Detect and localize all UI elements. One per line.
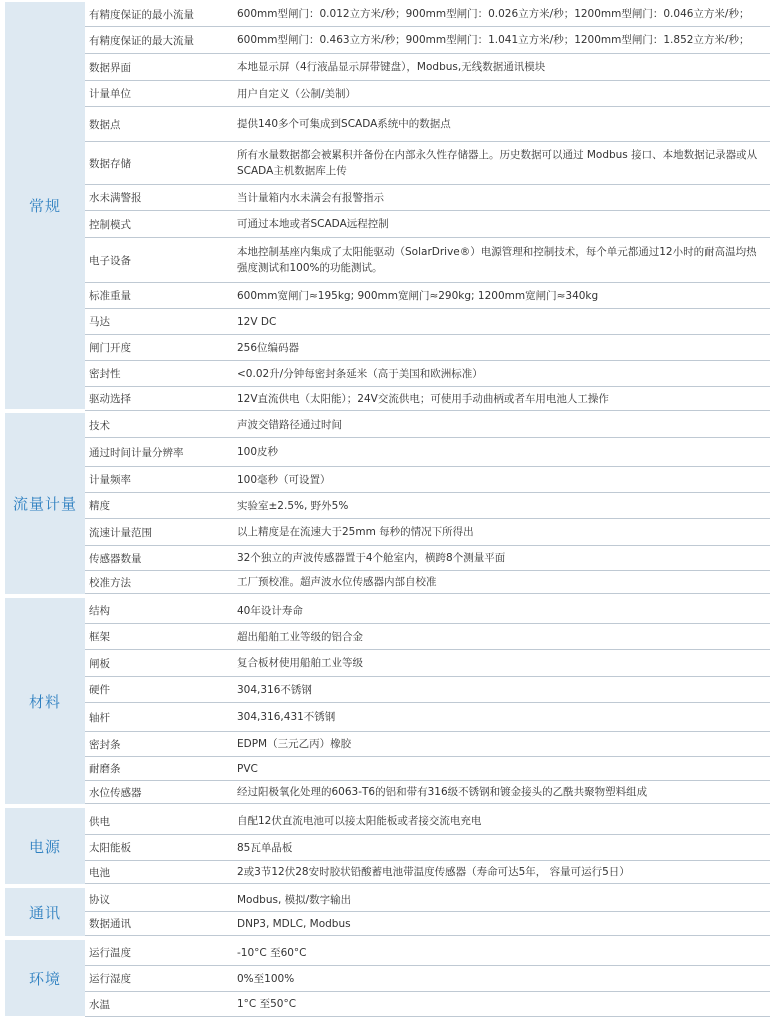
section-power (0, 808, 770, 886)
spec-row (85, 861, 770, 884)
spec-value: 用户自定义（公制/美制） (237, 87, 357, 100)
spec-value: 40年设计寿命 (237, 604, 303, 617)
section-title: 流量计量 (5, 413, 85, 594)
spec-label: 耐磨条 (89, 763, 121, 775)
spec-value: 当计量箱内水未满会有报警指示 (237, 191, 384, 204)
spec-row (85, 438, 770, 467)
spec-label: 数据通讯 (89, 918, 131, 930)
spec-label: 太阳能板 (89, 842, 131, 854)
section-environment (0, 940, 770, 1018)
spec-value: 304,316不锈钢 (237, 683, 312, 696)
spec-row (85, 81, 770, 107)
spec-row (85, 142, 770, 185)
spec-value: 提供140多个可集成到SCADA系统中的数据点 (237, 118, 451, 130)
spec-row (85, 283, 770, 309)
section-flow-metering (0, 413, 770, 596)
spec-value: Modbus, 模拟/数字输出 (237, 893, 352, 906)
spec-label: 有精度保证的最小流量 (89, 8, 194, 21)
spec-label: 硬件 (89, 684, 110, 696)
spec-label: 密封条 (89, 738, 121, 751)
section-general (0, 2, 770, 411)
spec-label: 电子设备 (89, 254, 131, 267)
spec-row (85, 966, 770, 992)
spec-row (85, 546, 770, 571)
spec-value: 可通过本地或者SCADA远程控制 (237, 218, 389, 230)
spec-value: 600mm宽闸门≈195kg; 900mm宽闸门≈290kg; 1200mm宽闸门≈340kg (237, 289, 599, 302)
spec-row (85, 335, 770, 361)
spec-value: 304,316,431不锈钢 (237, 711, 336, 723)
spec-label: 闸板 (89, 657, 110, 670)
spec-label: 技术 (89, 419, 110, 432)
spec-row (85, 519, 770, 546)
spec-value: 256位编码器 (237, 341, 300, 354)
spec-value: 12V直流供电（太阳能）；24V交流供电；可使用手动曲柄或者车用电池人工操作 (237, 392, 609, 405)
spec-value: PVC (237, 762, 258, 775)
spec-row (85, 27, 770, 54)
spec-value: 本地控制基座内集成了太阳能驱动（SolarDrive®）电源管理和控制技术，每个单元都通过12小时的耐高温均热强度测试和100%的功能测试。 (237, 246, 757, 274)
spec-label: 运行温度 (89, 947, 131, 959)
spec-row (85, 781, 770, 804)
spec-row (85, 493, 770, 519)
spec-label: 有精度保证的最大流量 (89, 34, 194, 47)
spec-value: 本地显示屏（4行液晶显示屏带键盘），Modbus,无线数据通讯模块 (237, 61, 546, 73)
spec-row (85, 467, 770, 493)
spec-label: 计量单位 (89, 88, 131, 100)
spec-label: 控制模式 (89, 218, 131, 231)
spec-value: -10°C 至60°C (237, 946, 307, 959)
spec-value: 以上精度是在流速大于25mm 每秒的情况下所得出 (237, 526, 474, 538)
spec-value: 声波交错路径通过时间 (237, 419, 342, 431)
spec-row (85, 650, 770, 677)
spec-row (85, 238, 770, 283)
spec-label: 数据界面 (89, 61, 131, 74)
spec-row (85, 309, 770, 335)
spec-row (85, 598, 770, 624)
spec-row (85, 808, 770, 835)
section-title: 通讯 (5, 888, 85, 936)
spec-value: 85瓦单晶板 (237, 841, 293, 854)
spec-value: 600mm型闸门：0.463立方米/秒；900mm型闸门：1.041立方米/秒；1200mm型闸门：1.852立方米/秒； (237, 34, 750, 46)
spec-value: 实验室±2.5%, 野外5% (237, 499, 349, 512)
spec-value: 工厂预校准。超声波水位传感器内部自校准 (237, 576, 437, 588)
spec-value: 0%至100% (237, 972, 295, 985)
section-title: 材料 (5, 598, 85, 804)
spec-row (85, 888, 770, 912)
spec-label: 闸门开度 (89, 342, 131, 354)
spec-label: 结构 (89, 605, 110, 617)
section-materials (0, 598, 770, 806)
spec-value: 复合板材使用船舶工业等级 (237, 657, 363, 669)
spec-row (85, 413, 770, 438)
spec-label: 密封性 (89, 368, 121, 380)
spec-value: DNP3, MDLC, Modbus (237, 917, 351, 930)
spec-label: 通过时间计量分辨率 (89, 446, 184, 459)
spec-row (85, 571, 770, 594)
spec-label: 计量频率 (89, 474, 131, 486)
spec-value: 100皮秒 (237, 446, 279, 458)
spec-value: 超出船舶工业等级的铝合金 (237, 630, 363, 643)
spec-row (85, 107, 770, 142)
spec-row (85, 940, 770, 966)
spec-row (85, 387, 770, 411)
spec-value: 32个独立的声波传感器置于4个舱室内，横跨8个测量平面 (237, 552, 506, 564)
spec-value: EDPM（三元乙丙）橡胶 (237, 738, 352, 750)
spec-value: 经过阳极氧化处理的6063-T6的铝和带有316级不锈钢和镀金接头的乙酰共聚物塑料组成 (237, 786, 648, 798)
spec-label: 校准方法 (89, 576, 131, 589)
section-title: 电源 (5, 808, 85, 884)
spec-row (85, 211, 770, 238)
spec-label: 运行湿度 (89, 973, 131, 985)
spec-label: 供电 (89, 815, 110, 828)
spec-label: 马达 (89, 316, 110, 328)
spec-label: 数据存储 (89, 157, 131, 170)
section-title: 环境 (5, 940, 85, 1016)
spec-row (85, 992, 770, 1017)
spec-row (85, 2, 770, 27)
spec-row (85, 732, 770, 757)
spec-value: <0.02升/分钟每密封条延米（高于美国和欧洲标准） (237, 367, 483, 380)
spec-value: 1°C 至50°C (237, 998, 297, 1010)
spec-label: 标准重量 (89, 290, 131, 302)
section-communication (0, 888, 770, 938)
spec-value: 2或3节12伏28安时胶状铅酸蓄电池带温度传感器（寿命可达5年， 容量可运行5日） (237, 866, 630, 878)
spec-row (85, 835, 770, 861)
spec-label: 框架 (89, 631, 110, 643)
spec-label: 传感器数量 (89, 552, 142, 565)
spec-label: 协议 (89, 894, 110, 906)
spec-row (85, 757, 770, 781)
spec-value: 所有水量数据都会被累积并备份在内部永久性存储器上。历史数据可以通过 Modbus 接口、本地数据记录器或从SCADA主机数据库上传 (237, 149, 758, 177)
spec-label: 数据点 (89, 118, 121, 131)
spec-row (85, 185, 770, 211)
spec-label: 轴杆 (89, 711, 110, 724)
spec-value: 12V DC (237, 315, 277, 328)
spec-value: 100毫秒（可设置） (237, 473, 331, 486)
spec-label: 电池 (89, 866, 110, 879)
spec-value: 自配12伏直流电池可以接太阳能板或者接交流电充电 (237, 815, 482, 827)
spec-label: 精度 (89, 500, 110, 512)
spec-label: 水未满警报 (89, 192, 142, 204)
spec-value: 600mm型闸门：0.012立方米/秒；900mm型闸门：0.026立方米/秒；1200mm型闸门：0.046立方米/秒； (237, 8, 750, 20)
spec-row (85, 624, 770, 650)
spec-row (85, 361, 770, 387)
section-title: 常规 (5, 2, 85, 409)
spec-label: 水位传感器 (89, 786, 142, 799)
spec-label: 水温 (89, 998, 110, 1011)
spec-row (85, 912, 770, 936)
spec-row (85, 54, 770, 81)
spec-row (85, 677, 770, 703)
spec-label: 驱动选择 (89, 393, 131, 405)
spec-row (85, 703, 770, 732)
spec-label: 流速计量范围 (89, 526, 152, 539)
